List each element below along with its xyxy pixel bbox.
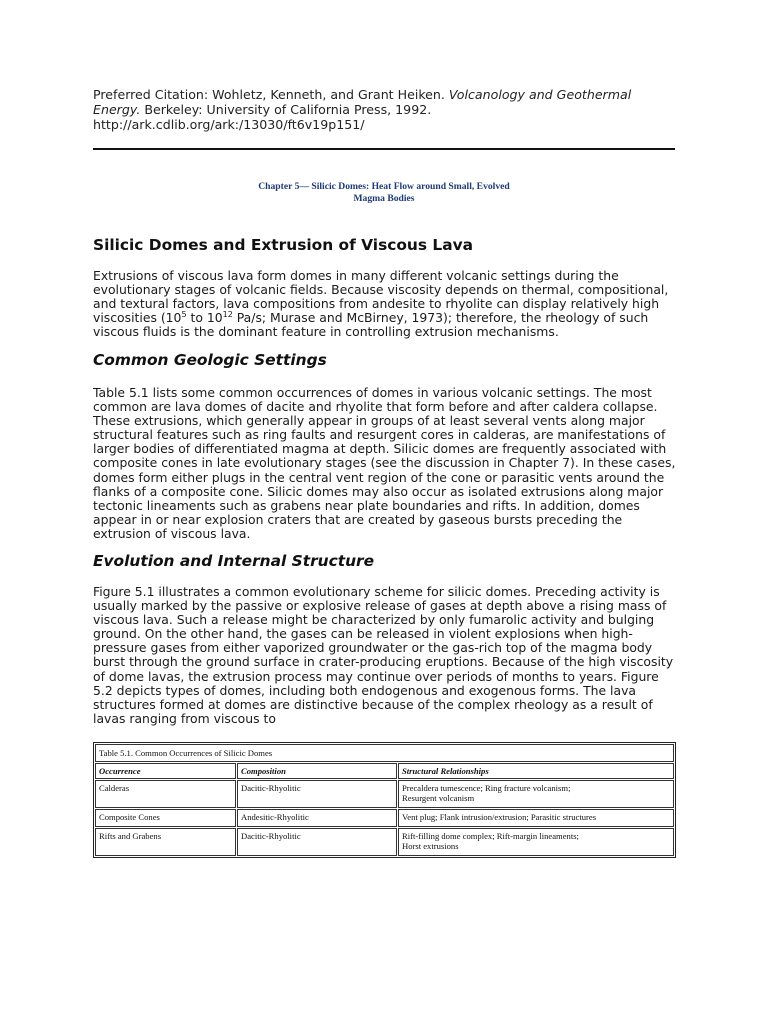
relationship-line: Rift-filling dome complex; Rift-margin lineaments; — [402, 831, 579, 841]
header-composition: Composition — [237, 763, 397, 779]
cell-composition: Dacitic-Rhyolitic — [237, 828, 397, 856]
cell-occurrence: Composite Cones — [95, 809, 236, 827]
exponent-low: 5 — [181, 310, 187, 320]
header-structural-relationships: Structural Relationships — [398, 763, 674, 779]
chapter-heading-line2: Magma Bodies — [353, 193, 415, 204]
exponent-high: 12 — [222, 310, 233, 320]
intro-paragraph — [93, 269, 678, 339]
relationship-line: Vent plug; Flank intrusion/extrusion; Parasitic structures — [402, 812, 597, 822]
cell-composition: Andesitic-Rhyolitic — [237, 809, 397, 827]
evolution-paragraph: Figure 5.1 illustrates a common evolutionary scheme for silicic domes. Preceding activity is usually marked by the passive or explosive release of gases at depth above a rising mass of viscous lava. Such a release might be characterized by only fumarolic activity and bulging ground. On the other hand, the gases can be released in violent explosions when high-pressure gases from either vaporized groundwater or the gas-rich top of the magma body burst through the ground surface in crater-producing eruptions. Because of the high viscosity of dome lavas, the extrusion process may continue over periods of months to years. Figure 5.2 depicts types of domes, including both endogenous and exogenous forms. The lava structures formed at domes are distinctive because of the complex rheology as a result of lavas ranging from viscous to — [93, 584, 674, 726]
cell-occurrence: Calderas — [95, 780, 236, 808]
table-caption-row — [95, 744, 674, 762]
table-row — [95, 828, 674, 856]
occurrences-table — [93, 742, 676, 858]
chapter-heading[interactable] — [93, 181, 675, 205]
intro-text-part2: to 10 — [186, 310, 223, 326]
table-row — [95, 780, 674, 808]
relationship-line: Resurgent volcanism — [402, 793, 475, 803]
relationship-line: Horst extrusions — [402, 841, 459, 851]
citation-url[interactable]: http://ark.cdlib.org/ark:/13030/ft6v19p151/ — [93, 117, 365, 132]
subsection-title-evolution: Evolution and Internal Structure — [93, 552, 375, 570]
citation-title-cont: Energy. — [93, 102, 141, 117]
preferred-citation — [93, 87, 675, 132]
citation-publisher: Berkeley: University of California Press, 1992. — [140, 102, 432, 117]
table-caption: Table 5.1. Common Occurrences of Silicic Domes — [95, 744, 674, 762]
citation-title: Volcanology and Geothermal — [448, 87, 632, 102]
cell-relationships — [398, 809, 674, 827]
chapter-heading-line1: Chapter 5— Silicic Domes: Heat Flow around Small, Evolved — [258, 181, 510, 192]
cell-occurrence: Rifts and Grabens — [95, 828, 236, 856]
horizontal-divider — [93, 148, 675, 150]
section-title: Silicic Domes and Extrusion of Viscous Lava — [93, 236, 474, 254]
relationship-line: Precaldera tumescence; Ring fracture volcanism; — [402, 783, 571, 793]
citation-authors: Preferred Citation: Wohletz, Kenneth, and Grant Heiken. — [93, 87, 449, 102]
subsection-title-settings: Common Geologic Settings — [93, 351, 327, 369]
cell-relationships — [398, 828, 674, 856]
cell-composition: Dacitic-Rhyolitic — [237, 780, 397, 808]
table-row — [95, 809, 674, 827]
table-header-row — [95, 763, 674, 779]
intro-text-part1: Extrusions of viscous lava form domes in many different volcanic settings during the evolutionary stages of volcanic fields. Because viscosity depends on thermal, compositional, and textural factors, lava compositions from andesite to rhyolite can display relatively high viscosities (10 — [93, 268, 669, 326]
settings-paragraph: Table 5.1 lists some common occurrences of domes in various volcanic settings. The most common are lava domes of dacite and rhyolite that form before and after caldera collapse. These extrusions, which generally appear in groups of at least several vents along major structural features such as ring faults and resurgent cores in calderas, are manifestations of larger bodies of differentiated magma at depth. Silicic domes are frequently associated with composite cones in late evolutionary stages (see the discussion in Chapter 7). In these cases, domes form either plugs in the central vent region of the cone or parasitic vents around the flanks of a composite cone. Silicic domes may also occur as isolated extrusions along major tectonic lineaments such as grabens near plate boundaries and rifts. In addition, domes appear in or near explosion craters that are created by gaseous bursts preceding the extrusion of viscous lava. — [93, 385, 676, 541]
cell-relationships — [398, 780, 674, 808]
intro-text-part3: Pa/s; Murase and McBirney, 1973); therefore, the rheology of such viscous fluids is the dominant feature in controlling extrusion mechanisms. — [93, 310, 649, 340]
header-occurrence: Occurrence — [95, 763, 236, 779]
